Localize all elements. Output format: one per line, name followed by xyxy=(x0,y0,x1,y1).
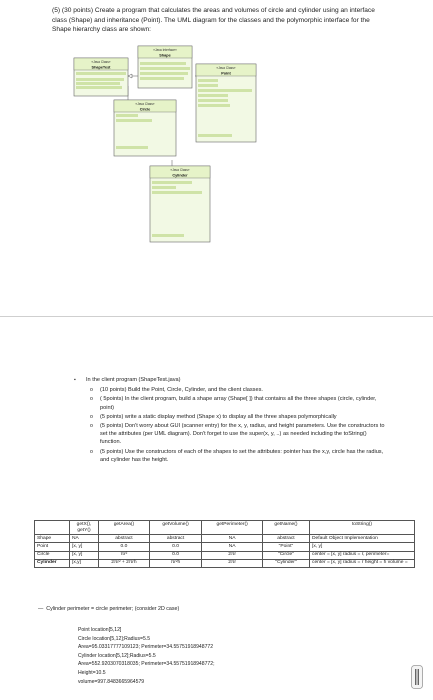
table-cell: [x, y] xyxy=(70,543,99,551)
output-line: volume=997.8483665964579 xyxy=(78,678,145,685)
table-note: — Cylinder perimeter = circle perimeter; (consider 2D case) xyxy=(38,606,179,612)
table-cell: "Point" xyxy=(262,543,309,551)
table-cell: abstract xyxy=(262,535,309,543)
shapetest-name: ShapeTest xyxy=(91,65,111,70)
table-cell: abstract xyxy=(149,535,201,543)
uml-class-cylinder xyxy=(150,166,210,242)
table-cell: 2πr² + 2πrh xyxy=(99,559,150,567)
circle-stereotype: «Java Class» xyxy=(135,102,155,106)
scroll-handle-icon[interactable] xyxy=(411,665,423,689)
table-cell: NA xyxy=(202,535,263,543)
table-header-row xyxy=(35,521,415,535)
table-header: toString() xyxy=(310,521,415,535)
client-lead: ▪ In the client program (ShapeTest.java) xyxy=(74,376,386,384)
client-item: o (5 points) Use the constructors of each of the shapes to set the attributes: pointer has the x,y, circle has the radius, and cylinder has the height. xyxy=(86,448,386,464)
circle-name: Circle xyxy=(139,107,151,112)
uml-class-circle xyxy=(114,100,176,156)
client-item-list xyxy=(86,386,386,464)
table-header: getVolume() xyxy=(149,521,201,535)
table-row xyxy=(35,551,415,559)
table-cell: 2πr xyxy=(202,551,263,559)
table-cell: center = [x, y] radius = r, perimeter= xyxy=(310,551,415,559)
client-instructions xyxy=(86,376,386,465)
table-cell: NA xyxy=(70,535,99,543)
table-cell: 2πr xyxy=(202,559,263,567)
uml-class-point xyxy=(196,64,256,142)
table-header: getPerimeter() xyxy=(202,521,263,535)
client-item: o (10 points) Build the Point, Circle, Cylinder, and the client classes. xyxy=(86,386,386,394)
cylinder-stereotype: «Java Class» xyxy=(170,168,190,172)
table-cell: πr²h xyxy=(149,559,201,567)
method-table xyxy=(34,520,415,568)
row-label: Shape xyxy=(35,535,70,543)
table-header xyxy=(35,521,70,535)
table-cell: center = [x, y] radius = r height = h volume = xyxy=(310,559,415,567)
table-cell: abstract xyxy=(99,535,150,543)
table-header: getName() xyxy=(262,521,309,535)
sample-output xyxy=(78,626,215,686)
table-cell: 0.0 xyxy=(99,543,150,551)
output-line: Height=10.5 xyxy=(78,669,106,676)
table-cell: [x,y] xyxy=(70,559,99,567)
output-line: Circle location[5,12];Radius=5.5 xyxy=(78,635,151,642)
client-item: o ( 5points) In the client program, build a shape array (Shape[ ]) that contains all the three shapes (circle, cylinder, point) xyxy=(86,395,386,411)
table-cell: [x, y] xyxy=(70,551,99,559)
table-cell: NA xyxy=(202,543,263,551)
table-cell: Default Object Implementation xyxy=(310,535,415,543)
shapetest-stereotype: «Java Class» xyxy=(91,60,111,64)
table-row xyxy=(35,543,415,551)
table-header: getX(), getY() xyxy=(70,521,99,535)
table-cell: πr² xyxy=(99,551,150,559)
table-cell: [x, y] xyxy=(310,543,415,551)
table-cell: "Cylinder" xyxy=(262,559,309,567)
table-header: getArea() xyxy=(99,521,150,535)
output-line: Point location[5,12] xyxy=(78,627,122,633)
row-label: Circle xyxy=(35,551,70,559)
uml-interface-shape xyxy=(138,46,192,88)
cylinder-name: Cylinder xyxy=(172,173,188,178)
row-label: Point xyxy=(35,543,70,551)
output-line: Area=95.03317777109123; Perimeter=34.55751918948772 xyxy=(78,644,214,651)
table-row xyxy=(35,559,415,567)
table-cell: "Circle" xyxy=(262,551,309,559)
client-item: o (5 points) Don't worry about GUI (scanner entry) for the x, y, radius, and height parameters. Use the constructors to set the attributes (per UML diagram). Don't forget to use the super(x, y, ..) as needed including the toString() function. xyxy=(86,422,386,447)
point-name: Point xyxy=(221,71,231,76)
shape-name: Shape xyxy=(159,53,171,58)
uml-diagram xyxy=(0,0,433,300)
table-cell: 0.0 xyxy=(149,543,201,551)
output-line: Cylinder location[5,12];Radius=5.5 xyxy=(78,652,156,659)
point-stereotype: «Java Class» xyxy=(216,66,236,70)
page-divider xyxy=(0,316,433,317)
client-item: o (5 points) write a static display method (Shape x) to display all the three shapes polymorphically xyxy=(86,413,386,421)
uml-class-shapetest xyxy=(74,58,128,96)
output-line: Area=552.9203070318035; Perimeter=34.55751918948772; xyxy=(78,661,215,668)
table-row xyxy=(35,535,415,543)
table-cell: 0.0 xyxy=(149,551,201,559)
question-text: (5) (30 points) Create a program that calculates the areas and volumes of circle and cylinder using an interface class (Shape) and inheritance (Point). The UML diagram for the classes and the polymorphic interface for the Shape hierarchy class are shown: xyxy=(52,7,375,33)
shape-stereotype: «Java Interface» xyxy=(153,48,177,52)
row-label: Cylinder xyxy=(35,559,70,567)
